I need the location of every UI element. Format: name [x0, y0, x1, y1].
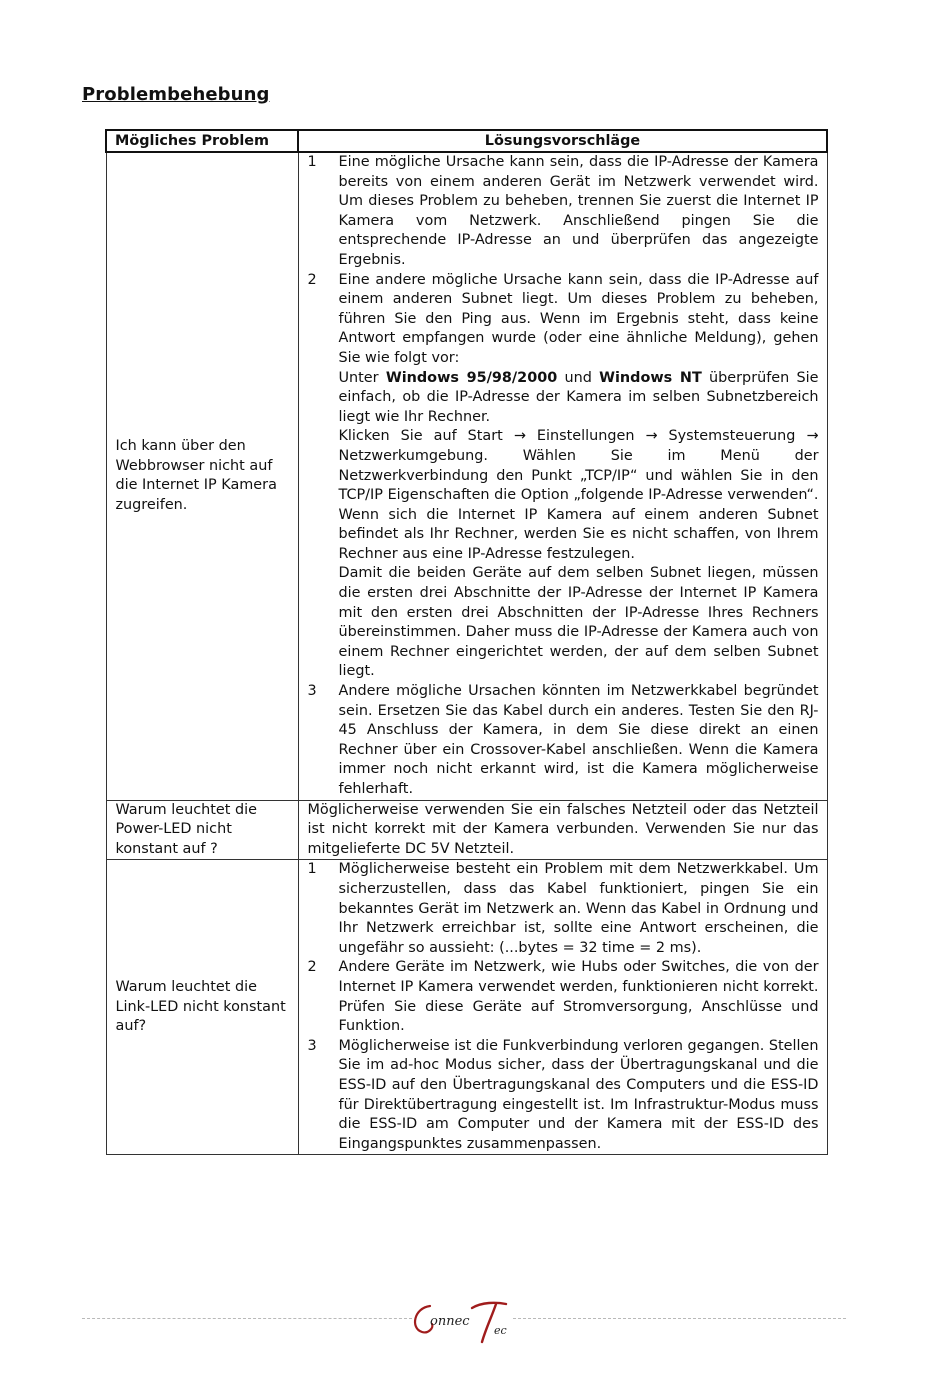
item-text: Eine mögliche Ursache kann sein, dass die IP-Adresse der Kamera bereits von einem anderen Gerät im Netzwerk verwendet wird. Um dieses Problem zu beheben, trennen Sie zuerst die Internet IP Kamera vom Netzwerk. Anschließend pingen Sie die entsprechende IP-Adresse an und überprüfen das angezeigte Ergebnis. [338, 154, 819, 268]
footer-divider-right [513, 1318, 846, 1319]
logo-t-bar [472, 1303, 506, 1308]
table-row [106, 152, 827, 800]
item-number: 1 [307, 154, 317, 170]
problem-cell: Ich kann über den Webbrowser nicht auf die Internet IP Kamera zugreifen. [106, 152, 298, 800]
solution-item [299, 682, 827, 800]
item-number: 1 [307, 861, 317, 878]
item-text: Andere mögliche Ursachen könnten im Netzwerkkabel begründet sein. Ersetzen Sie das Kabel durch ein anderes. Testen Sie den RJ-45 Anschluss der Kamera, in dem Sie diese direkt an einen Rechner über ein Crossover-Kabel anschließen. Wenn die Kamera immer noch nicht erkannt wird, ist die Kamera möglicherweise fehlerhaft. [338, 683, 819, 797]
solution-cell [298, 152, 827, 800]
item-number: 2 [307, 959, 317, 976]
solution-item [299, 958, 827, 1036]
solution-item [299, 271, 827, 682]
table-header-row [106, 130, 827, 152]
item-text-windows: Unter Windows 95/98/2000 und Windows NT überprüfen Sie einfach, ob die IP-Adresse der Kamera im selben Subnetzbereich liegt wie Ihr Rechner. [338, 369, 819, 425]
solution-item [299, 1037, 827, 1155]
item-number: 3 [307, 1037, 317, 1054]
solution-item [299, 860, 827, 958]
solution-cell: Möglicherweise verwenden Sie ein falsches Netzteil oder das Netzteil ist nicht korrekt mit der Kamera verbunden. Verwenden Sie nur das mitgelieferte DC 5V Netzteil. [298, 800, 827, 860]
column-header-problem: Mögliches Problem [106, 130, 298, 152]
connectec-logo [410, 1298, 516, 1350]
table-row [106, 860, 827, 1155]
item-text: Möglicherweise ist die Funkverbindung verloren gegangen. Stellen Sie im ad-hoc Modus sicher, dass der Übertragungskanal und die ESS-ID auf den Übertragungskanal des Computers und die ESS-ID für Direktübertragung eingestellt ist. Im Infrastruktur-Modus muss die ESS-ID am Computer und der Kamera mit der ESS-ID des Eingangspunktes zusammenpassen. [338, 1037, 819, 1152]
table-row [106, 800, 827, 860]
logo-text-onnec: onnec [430, 1314, 470, 1329]
solution-item [299, 153, 827, 271]
problem-cell: Warum leuchtet die Link-LED nicht konstant auf? [106, 860, 298, 1155]
item-number: 2 [307, 271, 317, 288]
page-title: Problembehebung [82, 84, 270, 105]
footer-divider-left [82, 1318, 412, 1319]
item-number: 3 [307, 683, 317, 700]
item-text: Eine andere mögliche Ursache kann sein, dass die IP-Adresse auf einem anderen Subnet liegt. Um dieses Problem zu beheben, führen Sie den Ping aus. Wenn im Ergebnis steht, dass keine Antwort empfangen wurde (oder eine ähnliche Meldung), gehen Sie wie folgt vor: [338, 271, 819, 366]
solution-cell [298, 860, 827, 1155]
item-text: Möglicherweise besteht ein Problem mit dem Netzwerkkabel. Um sicherzustellen, dass das Kabel funktioniert, pingen Sie ein bekanntes Gerät im Netzwerk an. Wenn das Kabel in Ordnung und Ihr Netzwerk erreichbar ist, sollte eine Antwort erscheinen, die ungefähr so aussieht: (...bytes = 32 time = 2 ms). [338, 861, 819, 956]
item-text: Andere Geräte im Netzwerk, wie Hubs oder Switches, die von der Internet IP Kamera verwendet werden, funktionieren nicht korrekt. Prüfen Sie diese Geräte auf Stromversorgung, Anschlüsse und Funktion. [338, 959, 819, 1035]
logo-text-ec: ec [494, 1324, 507, 1337]
item-text: Damit die beiden Geräte auf dem selben Subnet liegen, müssen die ersten drei Abschnitte der IP-Adresse der Internet IP Kamera mit den ersten drei Abschnitten der IP-Adresse Ihres Rechners übereinstimmen. Daher muss die IP-Adresse der Kamera auch von einem Rechner eingerichtet werden, der auf dem selben Subnet liegt. [338, 565, 819, 680]
column-header-solution: Lösungsvorschläge [298, 130, 827, 152]
problem-cell: Warum leuchtet die Power-LED nicht konstant auf ? [106, 800, 298, 860]
troubleshooting-table [105, 129, 828, 1155]
item-text: Klicken Sie auf Start → Einstellungen → Systemsteuerung → Netzwerkumgebung. Wählen Sie im Menü der Netzwerkverbindung den Punkt „TCP/IP“ und wählen Sie in den TCP/IP Eigenschaften die Option „folgende IP-Adresse verwenden“. Wenn sich die Internet IP Kamera auf einem anderen Subnet befindet als Ihr Rechner, werden Sie es nicht schaffen, von Ihrem Rechner aus eine IP-Adresse festzulegen. [338, 428, 819, 562]
